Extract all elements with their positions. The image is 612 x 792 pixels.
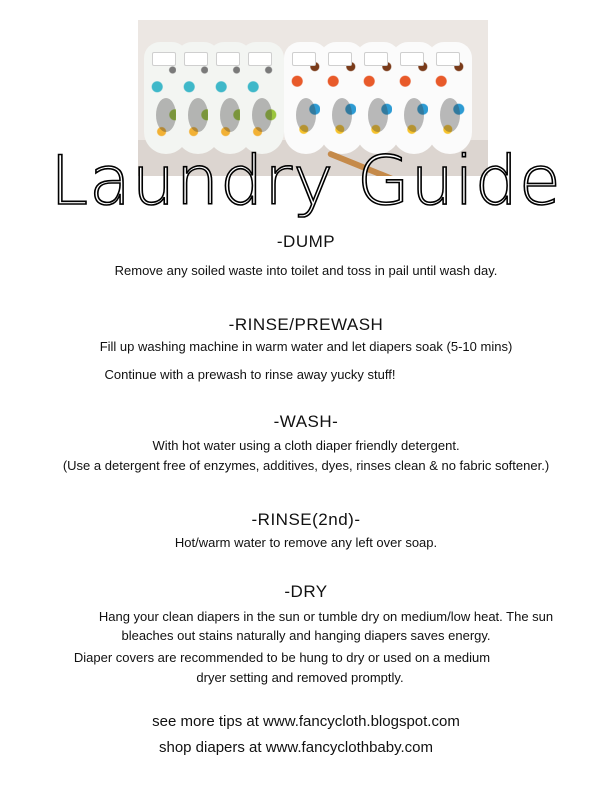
diaper-dino-4 [240, 42, 284, 154]
wash-text-1: With hot water using a cloth diaper friendly detergent. [152, 438, 460, 453]
dump-heading: -DUMP [276, 232, 336, 251]
dry-text-4: dryer setting and removed promptly. [196, 670, 404, 685]
shop-link-text: shop diapers at www.fancyclothbaby.com [158, 739, 434, 756]
dry-text-1: Hang your clean diapers in the sun or tumble dry on medium/low heat. The sun [98, 609, 554, 624]
wash-heading: -WASH- [273, 412, 339, 431]
dump-text: Remove any soiled waste into toilet and toss in pail until wash day. [114, 263, 498, 278]
rinse-text-2: Continue with a prewash to rinse away yucky stuff! [104, 367, 396, 382]
rinse2-text: Hot/warm water to remove any left over soap. [174, 535, 438, 550]
rinse2-heading: -RINSE(2nd)- [251, 510, 361, 529]
blog-link-text: see more tips at www.fancycloth.blogspot.com [152, 713, 460, 730]
rinse-text-1: Fill up washing machine in warm water and let diapers soak (5-10 mins) [99, 339, 513, 354]
dry-text-3: Diaper covers are recommended to be hung to dry or used on a medium [73, 650, 491, 665]
rinse-heading: -RINSE/PREWASH [228, 315, 384, 334]
diaper-bird-5 [428, 42, 472, 154]
page-title: Laundry Guide [50, 142, 562, 221]
wash-text-2: (Use a detergent free of enzymes, additives, dyes, rinses clean & no fabric softener.) [62, 458, 550, 473]
dry-heading: -DRY [284, 582, 328, 601]
dry-text-2: bleaches out stains naturally and hanging diapers saves energy. [121, 628, 491, 643]
